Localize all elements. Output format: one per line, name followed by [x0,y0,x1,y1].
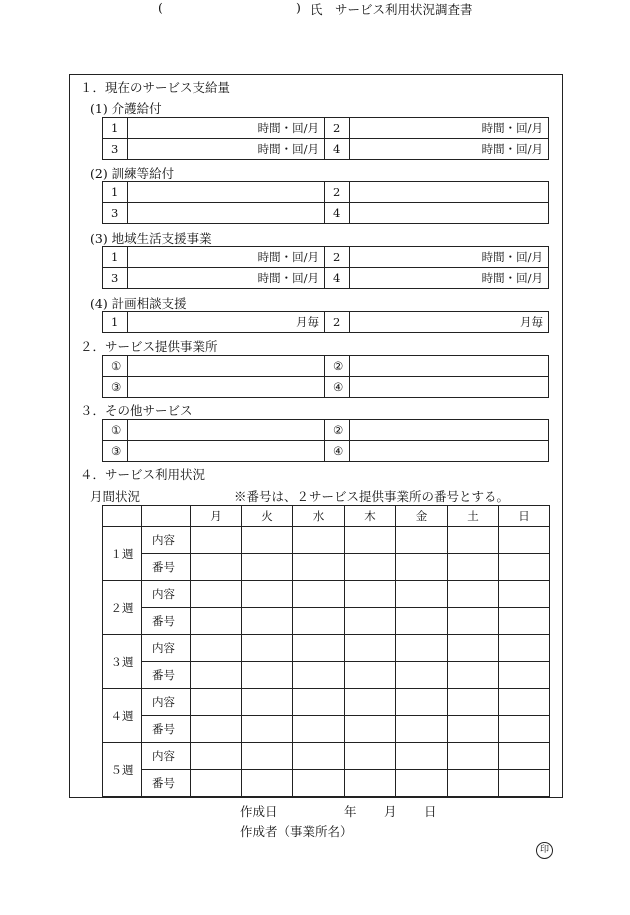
week-label: ５週 [103,743,142,797]
table-row [103,182,549,203]
table-row [103,716,550,743]
table-row [103,635,550,662]
row-number: 4 [325,203,350,224]
number-cell[interactable] [448,662,499,689]
number-cell[interactable] [499,608,550,635]
amount-field[interactable]: 時間・回/月 [128,268,325,289]
table-row [103,377,549,398]
row-number: 3 [103,139,128,160]
row-number: 1 [103,182,128,203]
table-row [103,527,550,554]
number-cell[interactable] [191,662,242,689]
content-cell[interactable] [191,581,242,608]
amount-field[interactable]: 時間・回/月 [350,268,549,289]
content-cell[interactable] [191,527,242,554]
service-field[interactable] [350,441,549,462]
table-row [103,662,550,689]
year-label: 年 [344,804,357,819]
provider-mark: ② [325,356,350,377]
amount-field[interactable]: 月毎 [350,312,549,333]
weekly-schedule-table [102,505,550,797]
content-cell[interactable] [499,581,550,608]
day-label: 日 [424,804,437,819]
content-cell[interactable] [396,743,448,770]
content-cell[interactable] [345,689,396,716]
content-row-label: 内容 [142,635,191,662]
content-cell[interactable] [293,581,345,608]
provider-mark: ① [103,356,128,377]
number-cell[interactable] [242,770,293,797]
number-cell[interactable] [499,554,550,581]
day-header: 日 [499,506,550,527]
content-cell[interactable] [396,635,448,662]
table-row [103,356,549,377]
amount-field[interactable]: 時間・回/月 [128,139,325,160]
number-cell[interactable] [448,716,499,743]
table-row [103,268,549,289]
number-row-label: 番号 [142,662,191,689]
number-cell[interactable] [293,770,345,797]
content-cell[interactable] [242,527,293,554]
amount-field[interactable]: 月毎 [128,312,325,333]
day-header: 金 [396,506,448,527]
amount-field[interactable] [128,182,325,203]
table-row [103,420,549,441]
amount-field[interactable]: 時間・回/月 [350,118,549,139]
row-number: 2 [325,182,350,203]
service-field[interactable] [128,420,325,441]
number-cell[interactable] [242,608,293,635]
row-number: 1 [103,312,128,333]
content-row-label: 内容 [142,743,191,770]
monthly-status-label: 月間状況 [90,489,141,504]
care-benefit-table [102,117,549,160]
number-cell[interactable] [396,716,448,743]
number-cell[interactable] [396,608,448,635]
content-cell[interactable] [499,689,550,716]
content-cell[interactable] [448,527,499,554]
week-label: １週 [103,527,142,581]
service-mark: ① [103,420,128,441]
number-cell[interactable] [191,770,242,797]
number-cell[interactable] [293,608,345,635]
day-header: 水 [293,506,345,527]
content-cell[interactable] [499,635,550,662]
number-cell[interactable] [396,662,448,689]
number-cell[interactable] [191,716,242,743]
number-cell[interactable] [293,554,345,581]
week-label: ４週 [103,689,142,743]
training-benefit-heading: (2) 訓練等給付 [90,166,175,181]
content-cell[interactable] [293,527,345,554]
number-cell[interactable] [345,608,396,635]
amount-field[interactable] [350,182,549,203]
service-mark: ④ [325,441,350,462]
content-cell[interactable] [242,689,293,716]
number-cell[interactable] [242,554,293,581]
number-cell[interactable] [448,608,499,635]
table-row [103,441,549,462]
amount-field[interactable] [350,203,549,224]
number-cell[interactable] [345,662,396,689]
care-benefit-heading: (1) 介護給付 [90,101,162,116]
number-cell[interactable] [448,554,499,581]
title-text: 氏 サービス利用状況調査書 [310,2,473,17]
seal-icon: 印 [536,842,553,859]
table-row [103,554,550,581]
amount-field[interactable]: 時間・回/月 [128,118,325,139]
provider-field[interactable] [128,377,325,398]
creator-label: 作成者（事業所名） [240,824,353,839]
content-cell[interactable] [448,581,499,608]
row-number: 1 [103,118,128,139]
number-cell[interactable] [293,662,345,689]
week-label: ２週 [103,581,142,635]
content-cell[interactable] [191,635,242,662]
service-mark: ③ [103,441,128,462]
row-number: 4 [325,268,350,289]
content-cell[interactable] [242,743,293,770]
row-number: 3 [103,203,128,224]
corner-cell [142,506,191,527]
content-cell[interactable] [396,527,448,554]
training-benefit-table [102,181,549,224]
service-field[interactable] [350,420,549,441]
number-cell[interactable] [499,662,550,689]
day-header: 月 [191,506,242,527]
provider-field[interactable] [350,377,549,398]
row-number: 4 [325,139,350,160]
content-cell[interactable] [345,581,396,608]
other-services-table [102,419,549,462]
schedule-header-row [103,506,550,527]
section-4-heading: ４．サービス利用状況 [80,467,206,482]
content-row-label: 内容 [142,581,191,608]
content-cell[interactable] [293,689,345,716]
number-cell[interactable] [345,770,396,797]
created-date-label: 作成日 [240,804,278,819]
section-2-heading: ２．サービス提供事業所 [80,339,218,354]
number-cell[interactable] [345,716,396,743]
table-row [103,743,550,770]
content-cell[interactable] [345,635,396,662]
provider-mark: ③ [103,377,128,398]
month-label: 月 [384,804,397,819]
title-close-paren: ) [296,0,301,15]
content-cell[interactable] [345,527,396,554]
number-cell[interactable] [293,716,345,743]
service-mark: ② [325,420,350,441]
content-cell[interactable] [396,689,448,716]
week-label: ３週 [103,635,142,689]
content-cell[interactable] [191,743,242,770]
number-cell[interactable] [242,662,293,689]
table-row [103,689,550,716]
content-cell[interactable] [499,743,550,770]
content-cell[interactable] [448,743,499,770]
table-row [103,139,549,160]
content-cell[interactable] [345,743,396,770]
content-cell[interactable] [191,689,242,716]
row-number: 1 [103,247,128,268]
amount-field[interactable]: 時間・回/月 [350,247,549,268]
content-cell[interactable] [448,689,499,716]
plan-consult-heading: (4) 計画相談支援 [90,296,187,311]
number-cell[interactable] [448,770,499,797]
number-row-label: 番号 [142,554,191,581]
table-row [103,581,550,608]
row-number: 2 [325,118,350,139]
number-cell[interactable] [191,554,242,581]
provider-field[interactable] [128,356,325,377]
day-header: 木 [345,506,396,527]
content-cell[interactable] [293,635,345,662]
content-row-label: 内容 [142,527,191,554]
row-number: 2 [325,247,350,268]
table-row [103,247,549,268]
day-header: 火 [242,506,293,527]
content-cell[interactable] [242,635,293,662]
table-row [103,608,550,635]
community-support-table [102,246,549,289]
table-row [103,770,550,797]
number-row-label: 番号 [142,608,191,635]
content-cell[interactable] [293,743,345,770]
row-number: 2 [325,312,350,333]
content-cell[interactable] [242,581,293,608]
providers-table [102,355,549,398]
content-cell[interactable] [448,635,499,662]
number-row-label: 番号 [142,770,191,797]
row-number: 3 [103,268,128,289]
service-field[interactable] [128,441,325,462]
table-row [103,118,549,139]
community-support-heading: (3) 地域生活支援事業 [90,231,212,246]
corner-cell [103,506,142,527]
table-row [103,203,549,224]
amount-field[interactable]: 時間・回/月 [128,247,325,268]
plan-consult-table [102,311,549,333]
number-cell[interactable] [396,770,448,797]
provider-mark: ④ [325,377,350,398]
number-cell[interactable] [191,608,242,635]
amount-field[interactable]: 時間・回/月 [350,139,549,160]
section-3-heading: ３．その他サービス [80,403,193,418]
title-open-paren: ( [158,0,163,15]
content-cell[interactable] [396,581,448,608]
day-header: 土 [448,506,499,527]
number-cell[interactable] [242,716,293,743]
amount-field[interactable] [128,203,325,224]
content-row-label: 内容 [142,689,191,716]
number-cell[interactable] [396,554,448,581]
number-cell[interactable] [345,554,396,581]
numbering-note: ※番号は、２サービス提供事業所の番号とする。 [234,489,510,504]
number-cell[interactable] [499,770,550,797]
section-1-heading: １．現在のサービス支給量 [80,80,231,95]
table-row [103,312,549,333]
content-cell[interactable] [499,527,550,554]
document-title [0,0,630,16]
number-row-label: 番号 [142,716,191,743]
provider-field[interactable] [350,356,549,377]
number-cell[interactable] [499,716,550,743]
